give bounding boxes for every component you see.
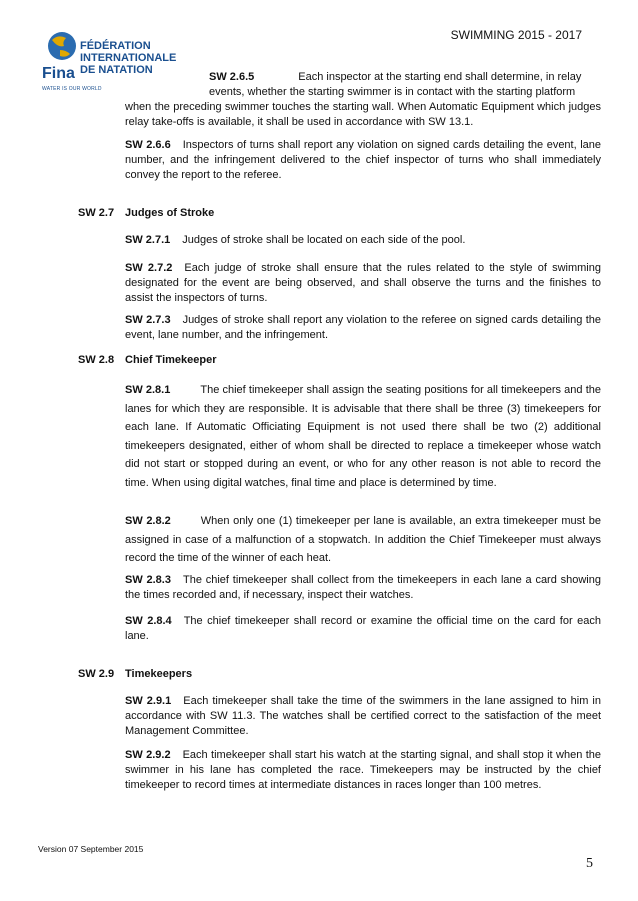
para-2-7-3: SW 2.7.3 Judges of stroke shall report any violation to the referee on signed cards detailing the event, lane number, and the infringement.	[125, 314, 601, 341]
para-2-8-3: SW 2.8.3 The chief timekeeper shall collect from the timekeepers in each lane a card showing the times recorded and, if necessary, inspect their watches.	[125, 574, 601, 601]
section-2-9-title: SW 2.9 Timekeepers	[78, 668, 193, 680]
para-2-6-6: SW 2.6.6 Inspectors of turns shall report any violation on signed cards detailing the event, lane number, and the infringement delivered to the chief inspector of turns who shall immediately convey the report to the referee.	[125, 139, 601, 181]
running-header: SWIMMING 2015 - 2017	[450, 28, 582, 42]
para-2-9-1: SW 2.9.1 Each timekeeper shall take the time of the swimmers in the lane assigned to him in accordance with SW 11.3. The watches shall be certified correct to the satisfaction of the meet Management Committee.	[125, 695, 601, 737]
para-2-6-5-head: SW 2.6.5 Each inspector at the starting end shall determine, in relay events, whether the starting swimmer is in contact with the starting platform	[209, 71, 582, 98]
para-2-7-2: SW 2.7.2 Each judge of stroke shall ensure that the rules related to the style of swimming designated for the event are being observed, and shall observe the turns and the finishes to assist the inspectors of turns.	[125, 262, 601, 304]
federation-name: FÉDÉRATION INTERNATIONALE DE NATATION	[80, 40, 177, 76]
para-2-9-2: SW 2.9.2 Each timekeeper shall start his watch at the starting signal, and shall stop it when the swimmer in his lane has completed the race. Timekeepers may be instructed by the chief timekeeper to record times at intermediate distances in races longer than 100 metres.	[125, 749, 601, 791]
section-2-8-title: SW 2.8 Chief Timekeeper	[78, 354, 217, 366]
para-2-7-1: SW 2.7.1 Judges of stroke shall be located on each side of the pool.	[125, 234, 466, 246]
logo-tagline: WATER IS OUR WORLD	[42, 86, 102, 92]
para-2-8-1: SW 2.8.1 The chief timekeeper shall assign the seating positions for all timekeepers and the lanes for which they are responsible. It is advisable that there shall be three (3) timekeepers for each lane. If Automatic Officiating Equipment is not used there shall be two (2) additional timekeepers designated, either of whom shall be directed to replace a timekeeper whose watch did not start or stopped during an event, or who for any other reason is not able to record the time. When using digital watches, final time and place is determined by time.	[125, 384, 601, 489]
section-2-7-title: SW 2.7 Judges of Stroke	[78, 207, 215, 219]
para-2-8-4: SW 2.8.4 The chief timekeeper shall record or examine the official time on the card for each lane.	[125, 615, 601, 642]
para-2-6-5-body: when the preceding swimmer touches the starting wall. When Automatic Equipment which judges relay take-offs is available, it shall be used in accordance with SW 13.1.	[125, 101, 601, 128]
page-number: 5	[586, 856, 593, 871]
globe-icon	[40, 30, 80, 82]
logo-mark: Fina	[42, 65, 75, 82]
para-2-8-2: SW 2.8.2 When only one (1) timekeeper per lane is available, an extra timekeeper must be assigned in case of a malfunction of a stopwatch. In addition the Chief Timekeeper must always record the time of the winner of each heat.	[125, 515, 601, 564]
footer-version: Version 07 September 2015	[38, 844, 144, 854]
